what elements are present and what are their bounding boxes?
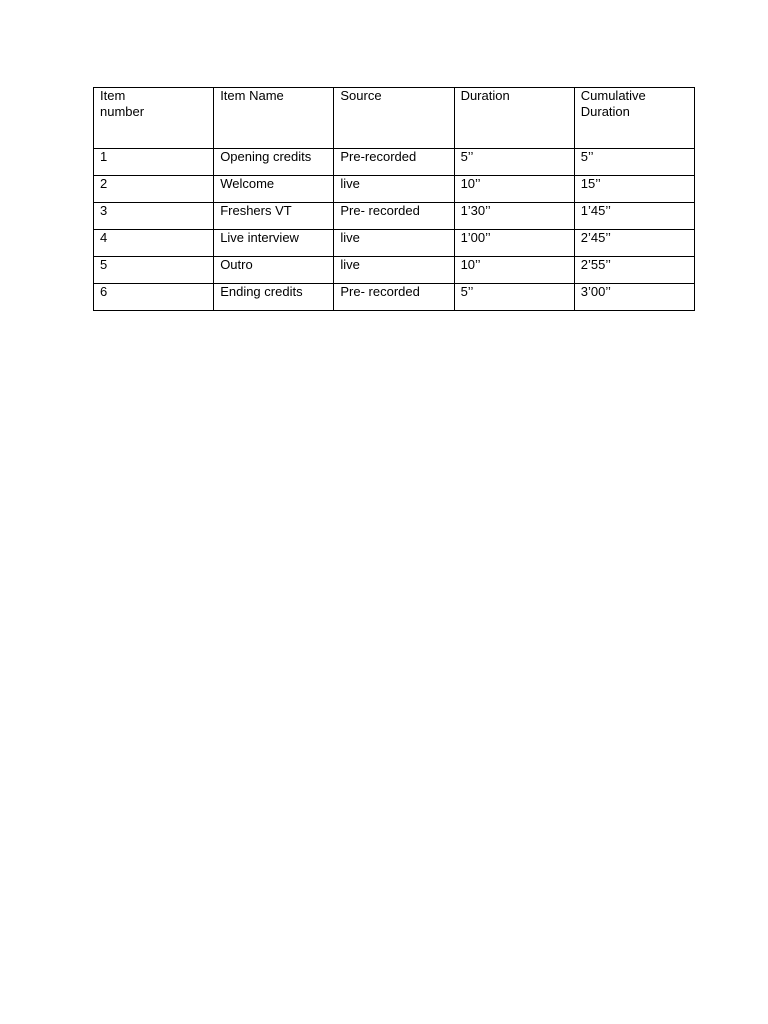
cell-duration: 1’30’’ (454, 203, 574, 230)
cell-source: Pre- recorded (334, 203, 454, 230)
cell-duration: 10’’ (454, 257, 574, 284)
header-item-number-text: Item number (100, 88, 145, 119)
cell-duration: 5’’ (454, 149, 574, 176)
table-row (94, 203, 695, 230)
table-row (94, 257, 695, 284)
cell-item-number: 6 (94, 284, 214, 311)
cell-source: live (334, 230, 454, 257)
cell-item-number: 5 (94, 257, 214, 284)
table-row (94, 284, 695, 311)
cell-duration: 1’00’’ (454, 230, 574, 257)
cell-source: Pre-recorded (334, 149, 454, 176)
cell-item-name: Opening credits (214, 149, 334, 176)
cell-source: live (334, 176, 454, 203)
header-duration (454, 88, 574, 149)
header-source (334, 88, 454, 149)
cell-cumulative-duration: 3’00’’ (574, 284, 694, 311)
table-row (94, 230, 695, 257)
table-row (94, 176, 695, 203)
cell-duration: 5’’ (454, 284, 574, 311)
cell-item-name: Ending credits (214, 284, 334, 311)
cell-item-name: Freshers VT (214, 203, 334, 230)
cell-cumulative-duration: 2’45’’ (574, 230, 694, 257)
cell-item-number: 3 (94, 203, 214, 230)
cell-item-name: Outro (214, 257, 334, 284)
cell-item-number: 4 (94, 230, 214, 257)
header-item-name-text: Item Name (220, 88, 284, 103)
cell-duration: 10’’ (454, 176, 574, 203)
cell-cumulative-duration: 5’’ (574, 149, 694, 176)
cell-item-name: Live interview (214, 230, 334, 257)
cell-cumulative-duration: 2’55’’ (574, 257, 694, 284)
cell-item-number: 2 (94, 176, 214, 203)
cell-item-number: 1 (94, 149, 214, 176)
header-cumulative-duration-text: Cumulative Duration (580, 88, 646, 119)
header-cumulative-duration (574, 88, 694, 149)
header-source-text: Source (340, 88, 382, 103)
table-header-row (94, 88, 695, 149)
cell-source: Pre- recorded (334, 284, 454, 311)
cell-cumulative-duration: 15’’ (574, 176, 694, 203)
header-item-name (214, 88, 334, 149)
cell-source: live (334, 257, 454, 284)
table-row (94, 149, 695, 176)
rundown-table (93, 87, 695, 311)
header-item-number (94, 88, 214, 149)
header-duration-text: Duration (460, 88, 510, 103)
cell-cumulative-duration: 1’45’’ (574, 203, 694, 230)
cell-item-name: Welcome (214, 176, 334, 203)
